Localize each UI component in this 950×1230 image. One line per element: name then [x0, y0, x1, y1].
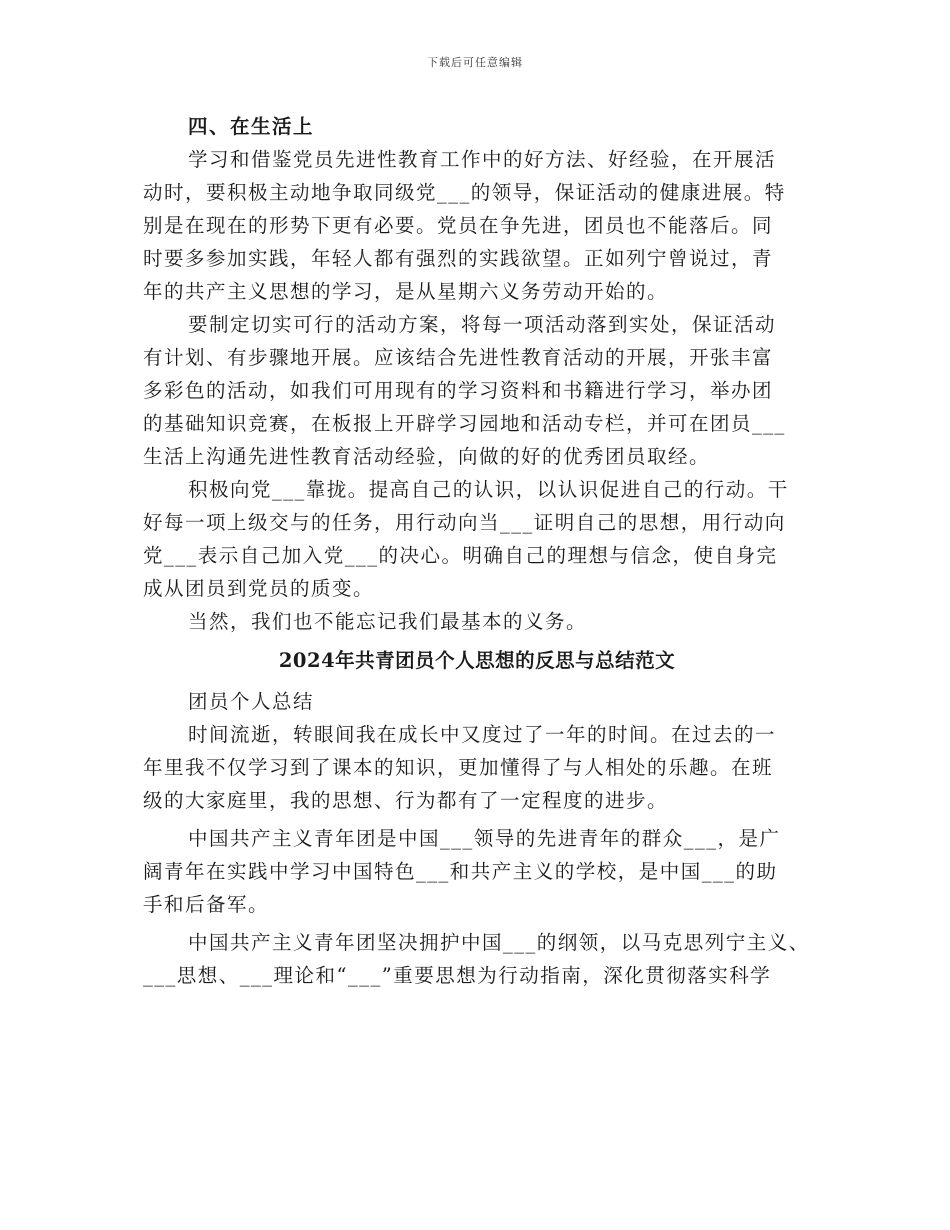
text-line: 时要多参加实践，年轻人都有强烈的实践欲望。正如列宁曾说过，青 — [143, 247, 774, 270]
text-line: 积极向党___靠拢。提高自己的认识，以认识促进自己的行动。干 — [188, 478, 789, 501]
text-line: 级的大家庭里，我的思想、行为都有了一定程度的进步。 — [143, 789, 669, 812]
text-line: 生活上沟通先进性教育活动经验，向做的好的优秀团员取经。 — [143, 445, 711, 468]
paragraph — [143, 143, 811, 308]
paragraph — [143, 926, 811, 992]
text-line: 手和后备军。 — [143, 893, 270, 916]
paragraph — [143, 308, 811, 473]
text-line: 成从团员到党员的质变。 — [143, 577, 375, 600]
text-line: 的基础知识竞赛，在板报上开辟学习园地和活动专栏，并可在团员___ — [143, 412, 786, 435]
text-line: 年的共产主义思想的学习，是从星期六义务劳动开始的。 — [143, 280, 669, 303]
text-line: 中国共产主义青年团是中国___领导的先进青年的群众___，是广 — [188, 827, 781, 850]
text-line: 要制定切实可行的活动方案，将每一项活动落到实处，保证活动 — [188, 313, 777, 336]
document-title: 2024年共青团员个人思想的反思与总结范文 — [278, 649, 676, 672]
text-line: 年里我不仅学习到了课本的知识，更加懂得了与人相处的乐趣。在班 — [143, 756, 774, 779]
text-line: 时间流逝，转眼间我在成长中又度过了一年的时间。在过去的一 — [188, 723, 777, 746]
text-line: 好每一项上级交与的任务，用行动向当___证明自己的思想，用行动向 — [143, 511, 786, 534]
paragraph — [143, 718, 811, 817]
text-line: 阔青年在实践中学习中国特色___和共产主义的学校，是中国___的助 — [143, 860, 778, 883]
paragraph — [143, 473, 811, 605]
paragraph — [143, 605, 811, 638]
text-line: 当然，我们也不能忘记我们最基本的义务。 — [188, 610, 588, 633]
subheading: 团员个人总结 — [188, 690, 315, 713]
text-line: 中国共产主义青年团坚决拥护中国___的纲领，以马克思列宁主义、 — [188, 931, 810, 954]
section-heading: 四、在生活上 — [188, 115, 315, 138]
text-line: 党___表示自己加入党___的决心。明确自己的理想与信念，使自身完 — [143, 544, 778, 567]
text-line: 学习和借鉴党员先进性教育工作中的好方法、好经验，在开展活 — [188, 148, 777, 171]
text-line: 动时，要积极主动地争取同级党___的领导，保证活动的健康进展。特 — [143, 181, 786, 204]
text-line: 别是在现在的形势下更有必要。党员在争先进，团员也不能落后。同 — [143, 214, 774, 237]
text-line: ___思想、___理论和“___”重要思想为行动指南，深化贯彻落实科学 — [143, 964, 772, 987]
download-editable-note: 下载后可任意编辑 — [427, 56, 523, 69]
text-line: 多彩色的活动，如我们可用现有的学习资料和书籍进行学习，举办团 — [143, 379, 774, 402]
document-body — [143, 110, 811, 992]
text-line: 有计划、有步骤地开展。应该结合先进性教育活动的开展，开张丰富 — [143, 346, 774, 369]
paragraph — [143, 822, 811, 921]
